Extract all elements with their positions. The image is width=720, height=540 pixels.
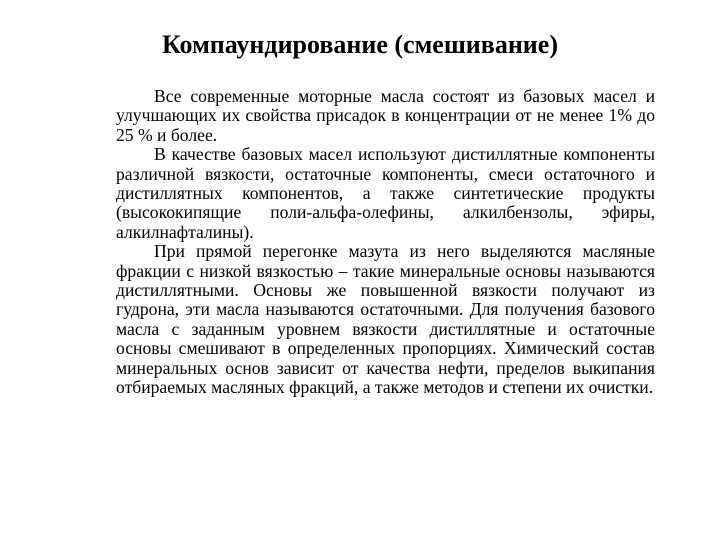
paragraph-base-oils: В качестве базовых масел используют дистиллятные компоненты различной вязкости, остаточные компоненты, смеси остаточного и дистиллятных компонентов, а также синтетические продукты (высококипящие поли-альфа-олефины, алкилбензолы, эфиры, алкилнафталины). [116,144,655,242]
slide-body [116,87,655,398]
slide-title: Компаундирование (смешивание) [162,30,558,59]
paragraph-composition: Все современные моторные масла состоят из базовых масел и улучшающих их свойства присадок в концентрации от не менее 1% до 25 % и более. [116,86,655,145]
paragraph-distillation: При прямой перегонке мазута из него выделяются масляные фракции с низкой вязкостью – такие минеральные основы называются дистиллятными. Основы же повышенной вязкости получают из гудрона, эти масла называются остаточными. Для получения базового масла с заданным уровнем вязкости дистиллятные и остаточные основы смешивают в определенных пропорциях. Химический состав минеральных основ зависит от качества нефти, пределов выкипания отбираемых масляных фракций, а также методов и степени их очистки. [116,241,655,398]
